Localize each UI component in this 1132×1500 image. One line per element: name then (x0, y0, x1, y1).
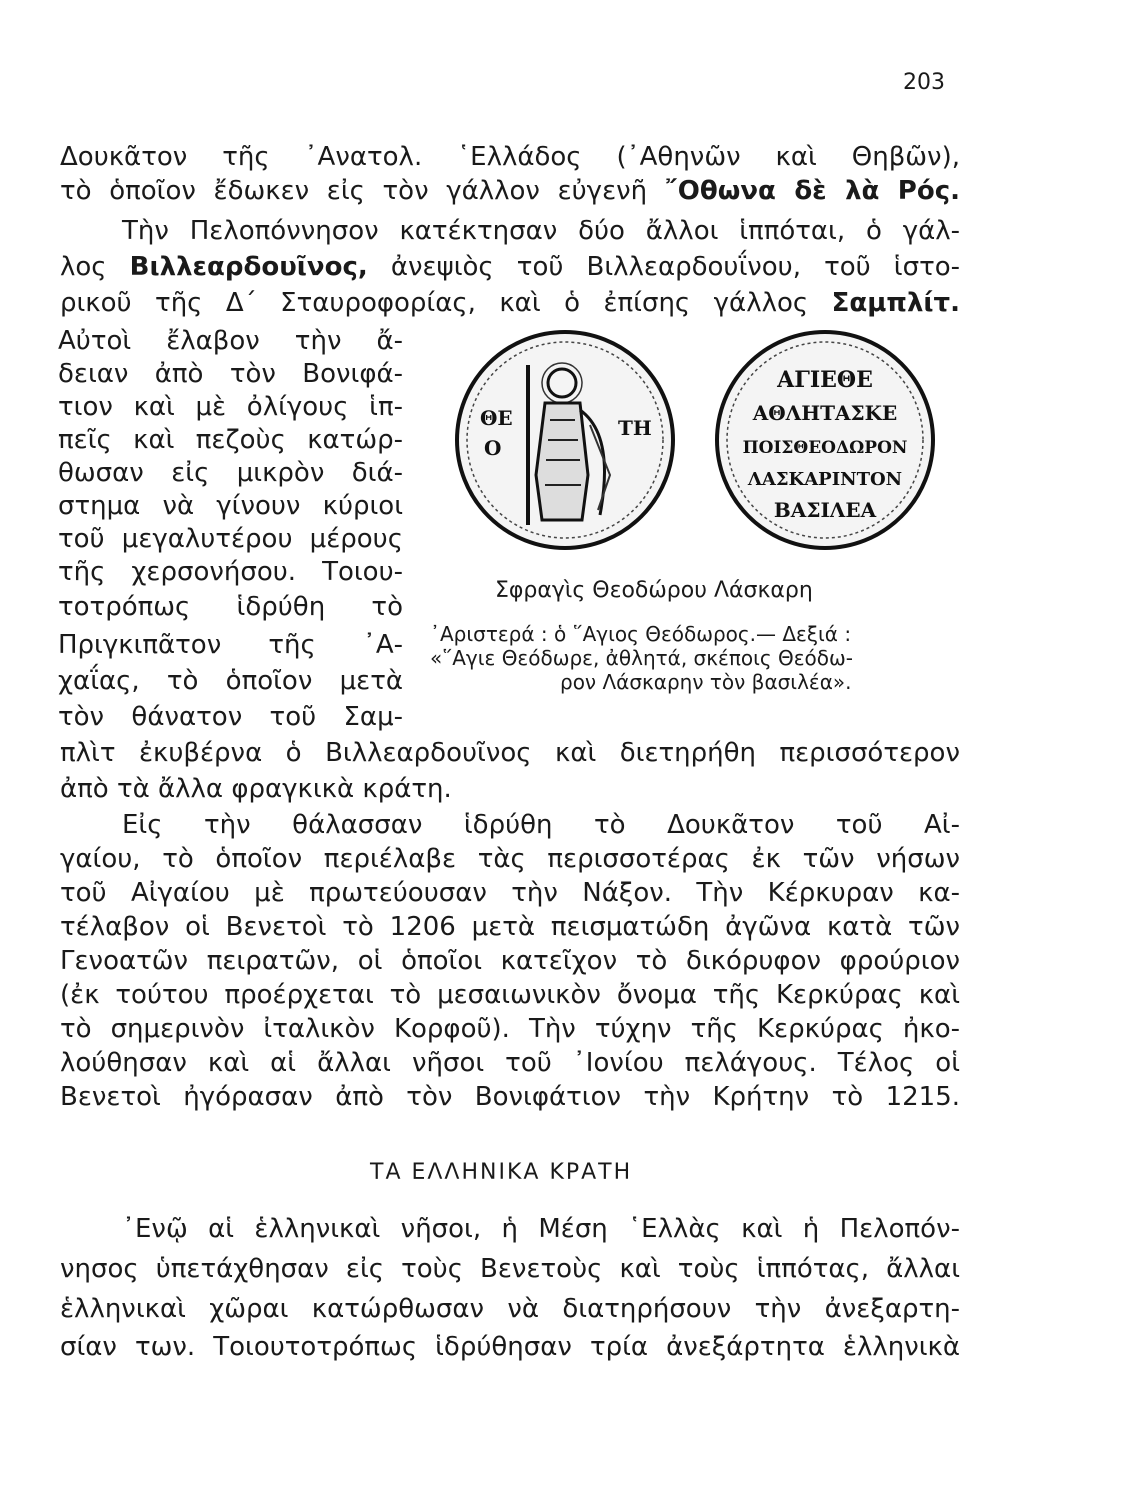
text-line: πεῖς καὶ πεζοὺς κατώρ- (58, 425, 403, 455)
text-line: στημα νὰ γίνουν κύριοι (58, 491, 403, 521)
text-line: λούθησαν καὶ αἱ ἄλλαι νῆσοι τοῦ ᾿Ιονίου πελάγους. Τέλος οἱ (60, 1048, 960, 1078)
coin-letter: ΘΕ (480, 406, 513, 430)
text-line: δειαν ἀπὸ τὸν Βονιφά- (58, 359, 403, 389)
text-line: Πριγκιπᾶτον τῆς ᾿Α- (58, 630, 403, 660)
text-line: τὸ ὁποῖον ἔδωκεν εἰς τὸν γάλλον εὐγενῆ ῎Οθωνα δὲ λὰ Ρός. (60, 176, 961, 206)
bold-name: ῎Οθωνα δὲ λὰ Ρός. (664, 176, 961, 206)
figure-caption-title: Σφραγὶς Θεοδώρου Λάσκαρη (495, 578, 813, 603)
seal-obverse-image (450, 325, 680, 555)
coin-inscription-line: ΑΘΛΗΤΑΣΚΕ (752, 401, 898, 425)
coin-inscription-line: ΛΑΣΚΑΡΙΝΤΟΝ (747, 469, 903, 490)
text-line: Βενετοὶ ἠγόρασαν ἀπὸ τὸν Βονιφάτιον τὴν Κρήτην τὸ 1215. (60, 1082, 960, 1112)
text-line: λος Βιλλεαρδουῖνος, ἀνεψιὸς τοῦ Βιλλεαρδουΐνου, τοῦ ἱστο- (60, 252, 961, 282)
text-line: ἀπὸ τὰ ἄλλα φραγκικὰ κράτη. (60, 774, 452, 804)
text-line: γαίου, τὸ ὁποῖον περιέλαβε τὰς περισσοτέρας ἐκ τῶν νήσων (60, 844, 960, 874)
coin-letter: ΤΗ (618, 416, 652, 440)
bold-name: Βιλλεαρδουῖνος, (129, 252, 368, 282)
text-line: πλὶτ ἐκυβέρνα ὁ Βιλλεαρδουῖνος καὶ διετηρήθη περισσότερον (60, 738, 960, 768)
text-line: χαΐας, τὸ ὁποῖον μετὰ (58, 666, 403, 696)
seal-reverse-image (710, 325, 940, 555)
text-line: Γενοατῶν πειρατῶν, οἱ ὁποῖοι κατεῖχον τὸ δικόρυφον φρούριον (60, 946, 960, 976)
text-line: (ἐκ τούτου προέρχεται τὸ μεσαιωνικὸν ὄνομα τῆς Κερκύρας καὶ (60, 980, 960, 1010)
figure-caption-line: ρον Λάσκαρην τὸν βασιλέα». (560, 670, 852, 694)
text-line: τοῦ Αἰγαίου μὲ πρωτεύουσαν τὴν Νάξον. Τὴν Κέρκυραν κα- (60, 878, 960, 908)
coin-inscription-line: ΑΓΙΕΘΕ (777, 367, 873, 393)
text-line: τοῦ μεγαλυτέρου μέρους (58, 524, 403, 554)
text-line: τιον καὶ μὲ ὀλίγους ἱπ- (58, 392, 403, 422)
page-number: 203 (903, 70, 945, 95)
text-line: Τὴν Πελοπόννησον κατέκτησαν δύο ἄλλοι ἱππόται, ὁ γάλ- (122, 216, 960, 246)
text-line: νησος ὑπετάχθησαν εἰς τοὺς Βενετοὺς καὶ τοὺς ἱππότας, ἄλλαι (60, 1254, 960, 1284)
text-line: τὸ σημερινὸν ἰταλικὸν Κορφοῦ). Τὴν τύχην τῆς Κερκύρας ἠκο- (60, 1014, 960, 1044)
bold-name: Σαμπλίτ. (831, 288, 960, 318)
coin-letter: Ο (484, 436, 502, 460)
text-line: τέλαβον οἱ Βενετοὶ τὸ 1206 μετὰ πεισματώδη ἀγῶνα κατὰ τῶν (60, 912, 960, 942)
text-line: Εἰς τὴν θάλασσαν ἱδρύθη τὸ Δουκᾶτον τοῦ Αἰ- (122, 810, 960, 840)
text-line: τοτρόπως ἱδρύθη τὸ (58, 592, 403, 622)
text-line: θωσαν εἰς μικρὸν διά- (58, 458, 403, 488)
section-heading: ΤΑ ΕΛΛΗΝΙΚΑ ΚΡΑΤΗ (370, 1160, 633, 1185)
text-line: σίαν των. Τοιουτοτρόπως ἱδρύθησαν τρία ἀνεξάρτητα ἑλληνικὰ (60, 1332, 960, 1362)
text-line: τὸν θάνατον τοῦ Σαμ- (58, 702, 403, 732)
figure-caption-line: «῞Αγιε Θεόδωρε, ἀθλητά, σκέποις Θεόδω- (430, 646, 853, 670)
text-line: ἑλληνικαὶ χῶραι κατώρθωσαν νὰ διατηρήσουν τὴν ἀνεξαρτη- (60, 1294, 960, 1324)
coin-inscription-line: ΒΑΣΙΛΕΑ (773, 498, 877, 522)
text-line: τῆς χερσονήσου. Τοιου- (58, 557, 403, 587)
text-line: ρικοῦ τῆς Δ΄ Σταυροφορίας, καὶ ὁ ἐπίσης γάλλος Σαμπλίτ. (60, 288, 960, 318)
text-line: ᾿Ενῷ αἱ ἑλληνικαὶ νῆσοι, ἡ Μέση ῾Ελλὰς καὶ ἡ Πελοπόν- (122, 1214, 960, 1244)
text-line: Δουκᾶτον τῆς ᾿Ανατολ. ῾Ελλάδος (᾿Αθηνῶν καὶ Θηβῶν), (60, 142, 960, 172)
figure-caption-line: ᾿Αριστερά : ὁ ῞Αγιος Θεόδωρος.— Δεξιά : (430, 622, 852, 646)
coin-inscription-line: ΠΟΙΣΘΕΟΔΩΡΟΝ (742, 438, 908, 458)
text-line: Αὐτοὶ ἔλαβον τὴν ἄ- (58, 326, 403, 356)
